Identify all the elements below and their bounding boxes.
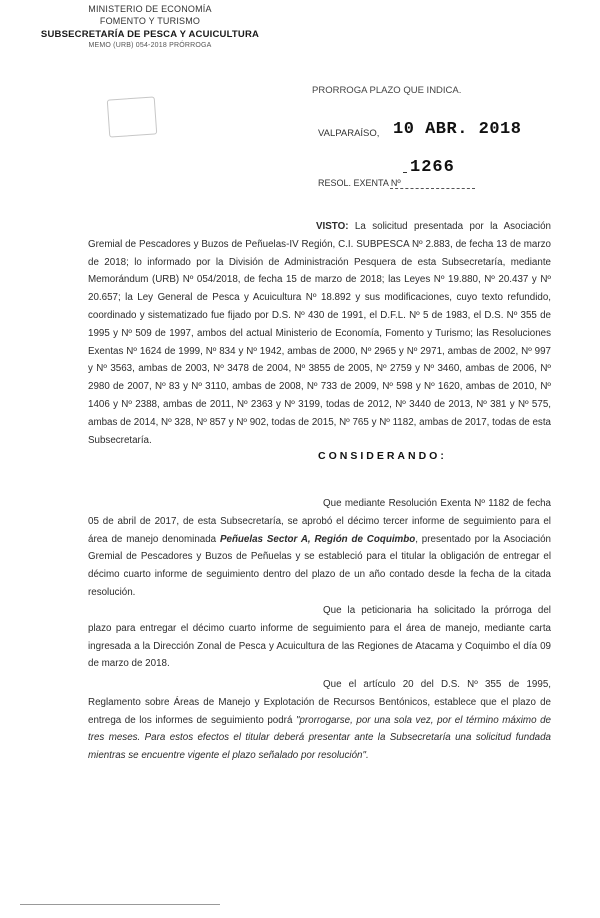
document-date: 10 ABR. 2018 <box>393 120 522 139</box>
considerando-paragraph-3 <box>88 676 551 765</box>
visto-paragraph <box>88 218 551 449</box>
dash-mark <box>403 172 407 173</box>
considerando-heading: CONSIDERANDO: <box>318 450 447 462</box>
ministry-name: MINISTERIO DE ECONOMÍA <box>88 4 212 14</box>
resolution-underline <box>390 188 475 189</box>
page-bottom-rule <box>20 904 220 905</box>
resolution-label: RESOL. EXENTA Nº <box>318 178 401 188</box>
considerando-paragraph-2 <box>88 602 551 673</box>
p1-text-a: Que mediante Resolución Exenta Nº 1182 de fecha 05 de abril de 2017, de esta Subsecretaría, se aprobó el décimo tercer informe de seguimiento para el área de manejo denominada <box>88 498 551 545</box>
received-stamp <box>107 96 158 137</box>
p3-quote: "prorrogarse, por una sola vez, por el término máximo de tres meses. Para estos efectos el titular deberá presentar ante la Subsecretaría una solicitud fundada mientras se encuentre vigente el plazo señalado por resolución". <box>88 714 551 762</box>
ministry-subname: FOMENTO Y TURISMO <box>99 16 201 26</box>
resolution-number: 1266 <box>410 158 455 177</box>
p3-text-a: Que el artículo 20 del D.S. Nº 355 de 1995, Reglamento sobre Áreas de Manejo y Explotación de Recursos Bentónicos, establece que el plazo de entrega de los informes de seguimiento podrá <box>88 679 551 726</box>
p2-text: Que la peticionaria ha solicitado la prórroga del plazo para entregar el décimo cuarto informe de seguimiento para el área de manejo, mediante carta ingresada a la Dirección Zonal de Pesca y Acuicultura de las Regiones de Atacama y Coquimbo el día 09 de marzo de 2018. <box>88 605 551 670</box>
visto-text: La solicitud presentada por la Asociación Gremial de Pescadores y Buzos de Peñuelas-IV Región, C.I. SUBPESCA Nº 2.883, de fecha 13 de marzo de 2018; lo informado por la División de Administración Pesquera de esta Subsecretaría, mediante Memorándum (URB) Nº 054/2018, de fecha 15 de marzo de 2018; las Leyes Nº 19.880, Nº 20.437 y Nº 20.657; la Ley General de Pesca y Acuicultura Nº 18.892 y sus modificaciones, cuyo texto refundido, coordinado y sistematizado fue fijado por D.S. Nº 430 de 1991, el D.F.L. Nº 5 de 1983, el D.S. Nº 355 de 1995 y Nº 509 de 1997, ambos del actual Ministerio de Economía, Fomento y Turismo; las Resoluciones Exentas Nº 1624 de 1999, Nº 834 y Nº 1942, ambas de 2000, Nº 2965 y Nº 2971, ambas de 2002, Nº 997 y Nº 3563, ambas de 2003, Nº 3478 de 2004, Nº 3855 de 2005, Nº 2759 y Nº 3460, ambas de 2006, Nº 2980 de 2007, Nº 83 y Nº 3110, ambas de 2008, Nº 733 de 2009, Nº 598 y Nº 1620, ambas de 2010, Nº 1406 y Nº 2388, ambas de 2011, Nº 2363 y Nº 3199, todas de 2012, Nº 3440 de 2013, Nº 381 y Nº 575, ambas de 2014, Nº 328, Nº 857 y Nº 902, todas de 2015, Nº 765 y Nº 1182, ambas de 2017, todas de esta Subsecretaría. <box>88 221 551 446</box>
document-subject: PRORROGA PLAZO QUE INDICA. <box>312 85 462 96</box>
memo-reference: MEMO (URB) 054-2018 PRÓRROGA <box>88 42 212 49</box>
visto-label: VISTO: <box>316 221 349 232</box>
considerando-paragraph-1 <box>88 495 551 602</box>
area-name: Peñuelas Sector A, Región de Coquimbo <box>219 533 416 545</box>
subsecretaria-name: SUBSECRETARÍA DE PESCA Y ACUICULTURA <box>40 29 260 40</box>
place-label: VALPARAÍSO, <box>318 128 380 139</box>
p1-text-c: , presentado por la Asociación Gremial de Pescadores y Buzos de Peñuelas y se estableció para el titular la obligación de entregar el décimo cuarto informe de seguimiento dentro del plazo de un año contado desde la fecha de la citada resolución. <box>88 533 551 598</box>
